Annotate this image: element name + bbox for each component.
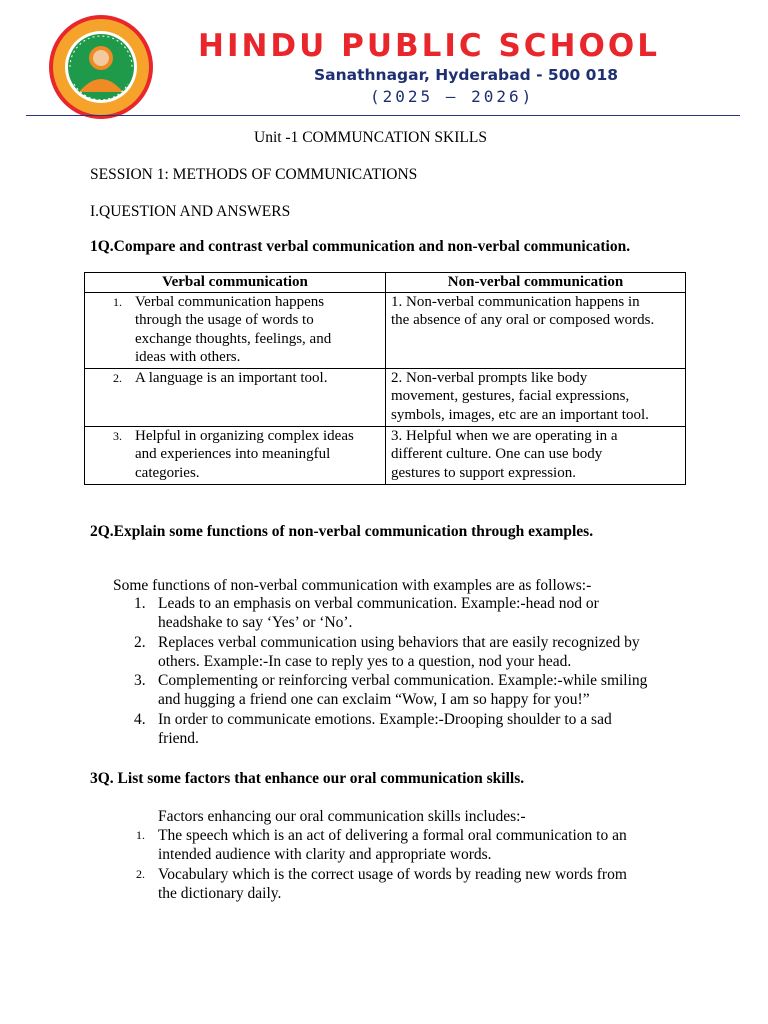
list-item-line: the dictionary daily.	[158, 884, 282, 902]
comparison-table	[84, 272, 686, 485]
unit-title: Unit -1 COMMUNCATION SKILLS	[254, 129, 487, 146]
verbal-cell-line: A language is an important tool.	[135, 369, 328, 386]
list-item-line: In order to communicate emotions. Example:-Drooping shoulder to a sad	[158, 710, 612, 728]
row-number: 2.	[113, 370, 122, 385]
session-title: SESSION 1: METHODS OF COMMUNICATIONS	[90, 166, 418, 183]
nonverbal-cell-line: 3. Helpful when we are operating in a	[391, 427, 618, 444]
verbal-cell-line: categories.	[135, 464, 200, 481]
nonverbal-cell-line: symbols, images, etc are an important tool.	[391, 406, 649, 423]
verbal-cell-line: Helpful in organizing complex ideas	[135, 427, 354, 444]
q3-intro: Factors enhancing our oral communication skills includes:-	[158, 808, 526, 825]
q2-intro: Some functions of non-verbal communication with examples are as follows:-	[113, 577, 592, 594]
list-item	[136, 826, 696, 865]
question-2: 2Q.Explain some functions of non-verbal communication through examples.	[90, 523, 594, 540]
list-number: 2.	[136, 866, 145, 881]
column-header-nonverbal: Non-verbal communication	[386, 273, 686, 293]
nonverbal-cell-line: movement, gestures, facial expressions,	[391, 388, 630, 404]
row-number: 1.	[113, 294, 122, 309]
list-item-line: Complementing or reinforcing verbal communication. Example:-while smiling	[158, 672, 648, 690]
verbal-cell-line: Verbal communication happens	[135, 293, 325, 310]
question-3: 3Q. List some factors that enhance our oral communication skills.	[90, 770, 525, 787]
list-item-line: Leads to an emphasis on verbal communication. Example:-head nod or	[158, 595, 599, 612]
table-row	[85, 426, 686, 484]
nonverbal-cell-line: different culture. One can use body	[391, 446, 603, 462]
verbal-cell-line: exchange thoughts, feelings, and	[135, 330, 332, 347]
school-header	[0, 0, 768, 116]
table-row	[85, 368, 686, 426]
table-row	[85, 292, 686, 368]
list-item-line: others. Example:-In case to reply yes to a question, nod your head.	[158, 652, 572, 670]
column-header-verbal: Verbal communication	[85, 273, 386, 293]
nonverbal-cell-line: 1. Non-verbal communication happens in	[391, 293, 640, 310]
header-divider	[26, 115, 740, 116]
school-address: Sanathnagar, Hyderabad - 500 018	[314, 66, 619, 84]
nonverbal-cell-line: gestures to support expression.	[391, 464, 576, 481]
verbal-cell-line: ideas with others.	[135, 349, 241, 365]
nonverbal-cell-line: 2. Non-verbal prompts like body	[391, 369, 588, 386]
list-item-line: The speech which is an act of delivering a formal oral communication to an	[158, 827, 627, 844]
list-item-line: friend.	[158, 730, 199, 748]
q3-answer-list	[136, 826, 696, 903]
academic-year: (2025 – 2026)	[370, 87, 535, 106]
row-number: 3.	[113, 428, 122, 443]
question-1: 1Q.Compare and contrast verbal communication and non-verbal communication.	[90, 238, 631, 255]
verbal-cell-line: and experiences into meaningful	[135, 446, 331, 462]
list-number: 1.	[136, 828, 145, 842]
q2-answer-list	[134, 594, 694, 748]
list-item	[134, 594, 694, 633]
list-number: 2.	[134, 633, 146, 651]
list-item	[134, 633, 694, 672]
list-number: 1.	[134, 595, 146, 612]
list-item-line: and hugging a friend one can exclaim “Wow, I am so happy for you!”	[158, 691, 590, 709]
list-item	[134, 671, 694, 710]
section-title: I.QUESTION AND ANSWERS	[90, 203, 291, 220]
list-number: 3.	[134, 672, 146, 690]
list-number: 4.	[134, 710, 146, 728]
verbal-cell-line: through the usage of words to	[135, 312, 314, 328]
school-logo-emblem	[48, 14, 154, 120]
list-item-line: intended audience with clarity and appropriate words.	[158, 846, 492, 864]
list-item-line: Replaces verbal communication using behaviors that are easily recognized by	[158, 633, 640, 651]
nonverbal-cell-line: the absence of any oral or composed words.	[391, 312, 655, 328]
list-item-line: Vocabulary which is the correct usage of words by reading new words from	[158, 865, 627, 883]
school-name: HINDU PUBLIC SCHOOL	[198, 28, 660, 64]
list-item	[136, 865, 696, 904]
list-item	[134, 710, 694, 749]
table-header-row	[85, 273, 686, 293]
list-item-line: headshake to say ‘Yes’ or ‘No’.	[158, 614, 353, 632]
